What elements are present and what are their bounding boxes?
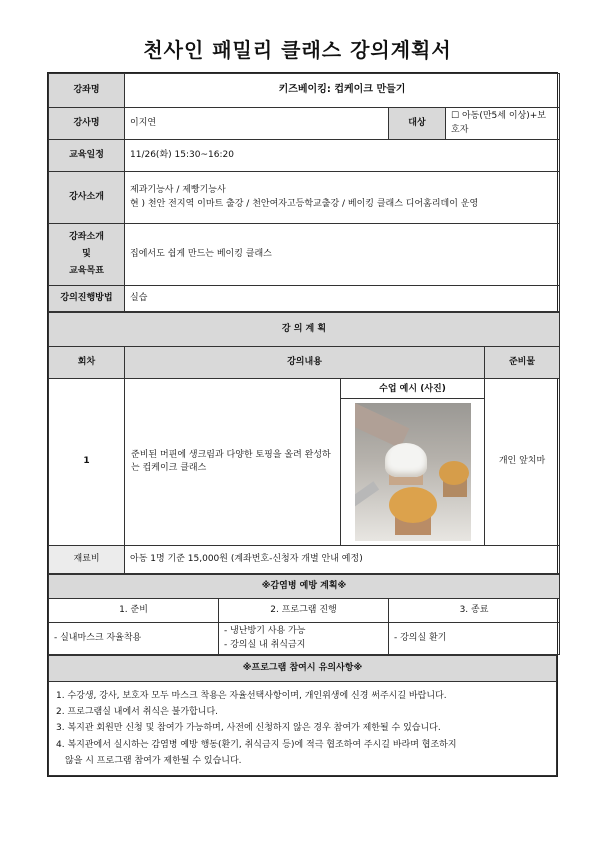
target-checkbox[interactable]: ☐ bbox=[451, 111, 460, 122]
photo-cell bbox=[341, 379, 485, 546]
intro-line-1: 제과기능사 / 제빵기능사 bbox=[130, 185, 226, 196]
target-cell bbox=[446, 108, 560, 140]
method-value: 실습 bbox=[125, 286, 560, 312]
step-end-item: - 강의실 환기 bbox=[389, 623, 560, 655]
page-title: 천사인 패밀리 클래스 강의계획서 bbox=[143, 38, 452, 62]
note-4-cont: 않을 시 프로그램 참여가 제한될 수 있습니다. bbox=[65, 755, 242, 766]
session-content: 준비된 머핀에 생크림과 다양한 토핑을 올려 완성하는 컵케이크 클래스 bbox=[125, 379, 341, 546]
note-3: 3. 복지관 회원만 신청 및 참여가 가능하며, 사전에 신청하지 않은 경우 참여가 제한될 수 있습니다. bbox=[56, 723, 441, 734]
step-progress-item-2: - 강의실 내 취식금지 bbox=[224, 639, 306, 650]
infection-title: ※감염병 예방 계획※ bbox=[49, 575, 560, 599]
prep-value: 개인 앞치마 bbox=[485, 379, 560, 546]
note-1: 1. 수강생, 강사, 보호자 모두 마스크 착용은 자율선택사항이며, 개인위생에 신경 써주시길 바랍니다. bbox=[56, 691, 447, 701]
course-value: 키즈베이킹: 컵케이크 만들기 bbox=[125, 74, 560, 108]
step-progress: 2. 프로그램 진행 bbox=[219, 599, 389, 623]
step-end: 3. 종료 bbox=[389, 599, 560, 623]
course-label: 강좌명 bbox=[49, 74, 125, 108]
step-prepare: 1. 준비 bbox=[49, 599, 219, 623]
col-content: 강의내용 bbox=[125, 347, 485, 379]
goal-label-line-1: 강좌소개 bbox=[69, 231, 104, 242]
fee-label: 재료비 bbox=[49, 546, 125, 574]
plan-table bbox=[48, 312, 560, 574]
col-prep: 준비물 bbox=[485, 347, 560, 379]
intro-label: 강사소개 bbox=[49, 172, 125, 224]
intro-line-2: 현 ) 천안 전지역 이마트 출강 / 천안여자고등학교출강 / 베이킹 클래스 디어홈리데이 운영 bbox=[130, 198, 479, 209]
note-2: 2. 프로그램실 내에서 취식은 불가합니다. bbox=[56, 707, 218, 718]
info-table bbox=[48, 73, 560, 312]
intro-value bbox=[125, 172, 560, 224]
notes-table bbox=[48, 655, 557, 776]
plan-sheet bbox=[47, 72, 558, 777]
notes-list bbox=[49, 682, 557, 776]
piping-bag-2 bbox=[355, 481, 379, 506]
session-number: 1 bbox=[49, 379, 125, 546]
teacher-value: 이지연 bbox=[125, 108, 389, 140]
plan-section-title: 강 의 계 획 bbox=[49, 313, 560, 347]
col-session: 회차 bbox=[49, 347, 125, 379]
goal-label-line-3: 교육목표 bbox=[69, 266, 104, 277]
goal-label-line-2: 및 bbox=[82, 248, 91, 259]
teacher-label: 강사명 bbox=[49, 108, 125, 140]
cupcake-photo bbox=[355, 403, 471, 541]
goal-value: 집에서도 쉽게 만드는 베이킹 클래스 bbox=[125, 224, 560, 286]
target-value: 아동(만5세 이상)+보호자 bbox=[451, 111, 546, 135]
goal-label bbox=[49, 224, 125, 286]
schedule-label: 교육일정 bbox=[49, 140, 125, 172]
method-label: 강의진행방법 bbox=[49, 286, 125, 312]
step-progress-items bbox=[219, 623, 389, 655]
target-label: 대상 bbox=[389, 108, 446, 140]
piping-bag bbox=[355, 403, 409, 448]
step-prepare-item: - 실내마스크 자율착용 bbox=[49, 623, 219, 655]
photo-title: 수업 예시 (사진) bbox=[341, 379, 484, 399]
cream-cupcake bbox=[385, 443, 427, 477]
muffin-top-3 bbox=[389, 487, 437, 523]
schedule-value: 11/26(화) 15:30~16:20 bbox=[125, 140, 560, 172]
step-progress-item-1: - 냉난방기 사용 가능 bbox=[224, 626, 306, 637]
muffin-top-2 bbox=[439, 461, 469, 485]
notes-title: ※프로그램 참여시 유의사항※ bbox=[49, 656, 557, 682]
fee-value: 아동 1명 기준 15,000원 (계좌번호-신청자 개별 안내 예정) bbox=[125, 546, 560, 574]
note-4: 4. 복지관에서 실시하는 감염병 예방 행동(환기, 취식금지 등)에 적극 협조하여 주시길 바라며 협조하지 bbox=[56, 739, 457, 750]
infection-table bbox=[48, 574, 560, 655]
